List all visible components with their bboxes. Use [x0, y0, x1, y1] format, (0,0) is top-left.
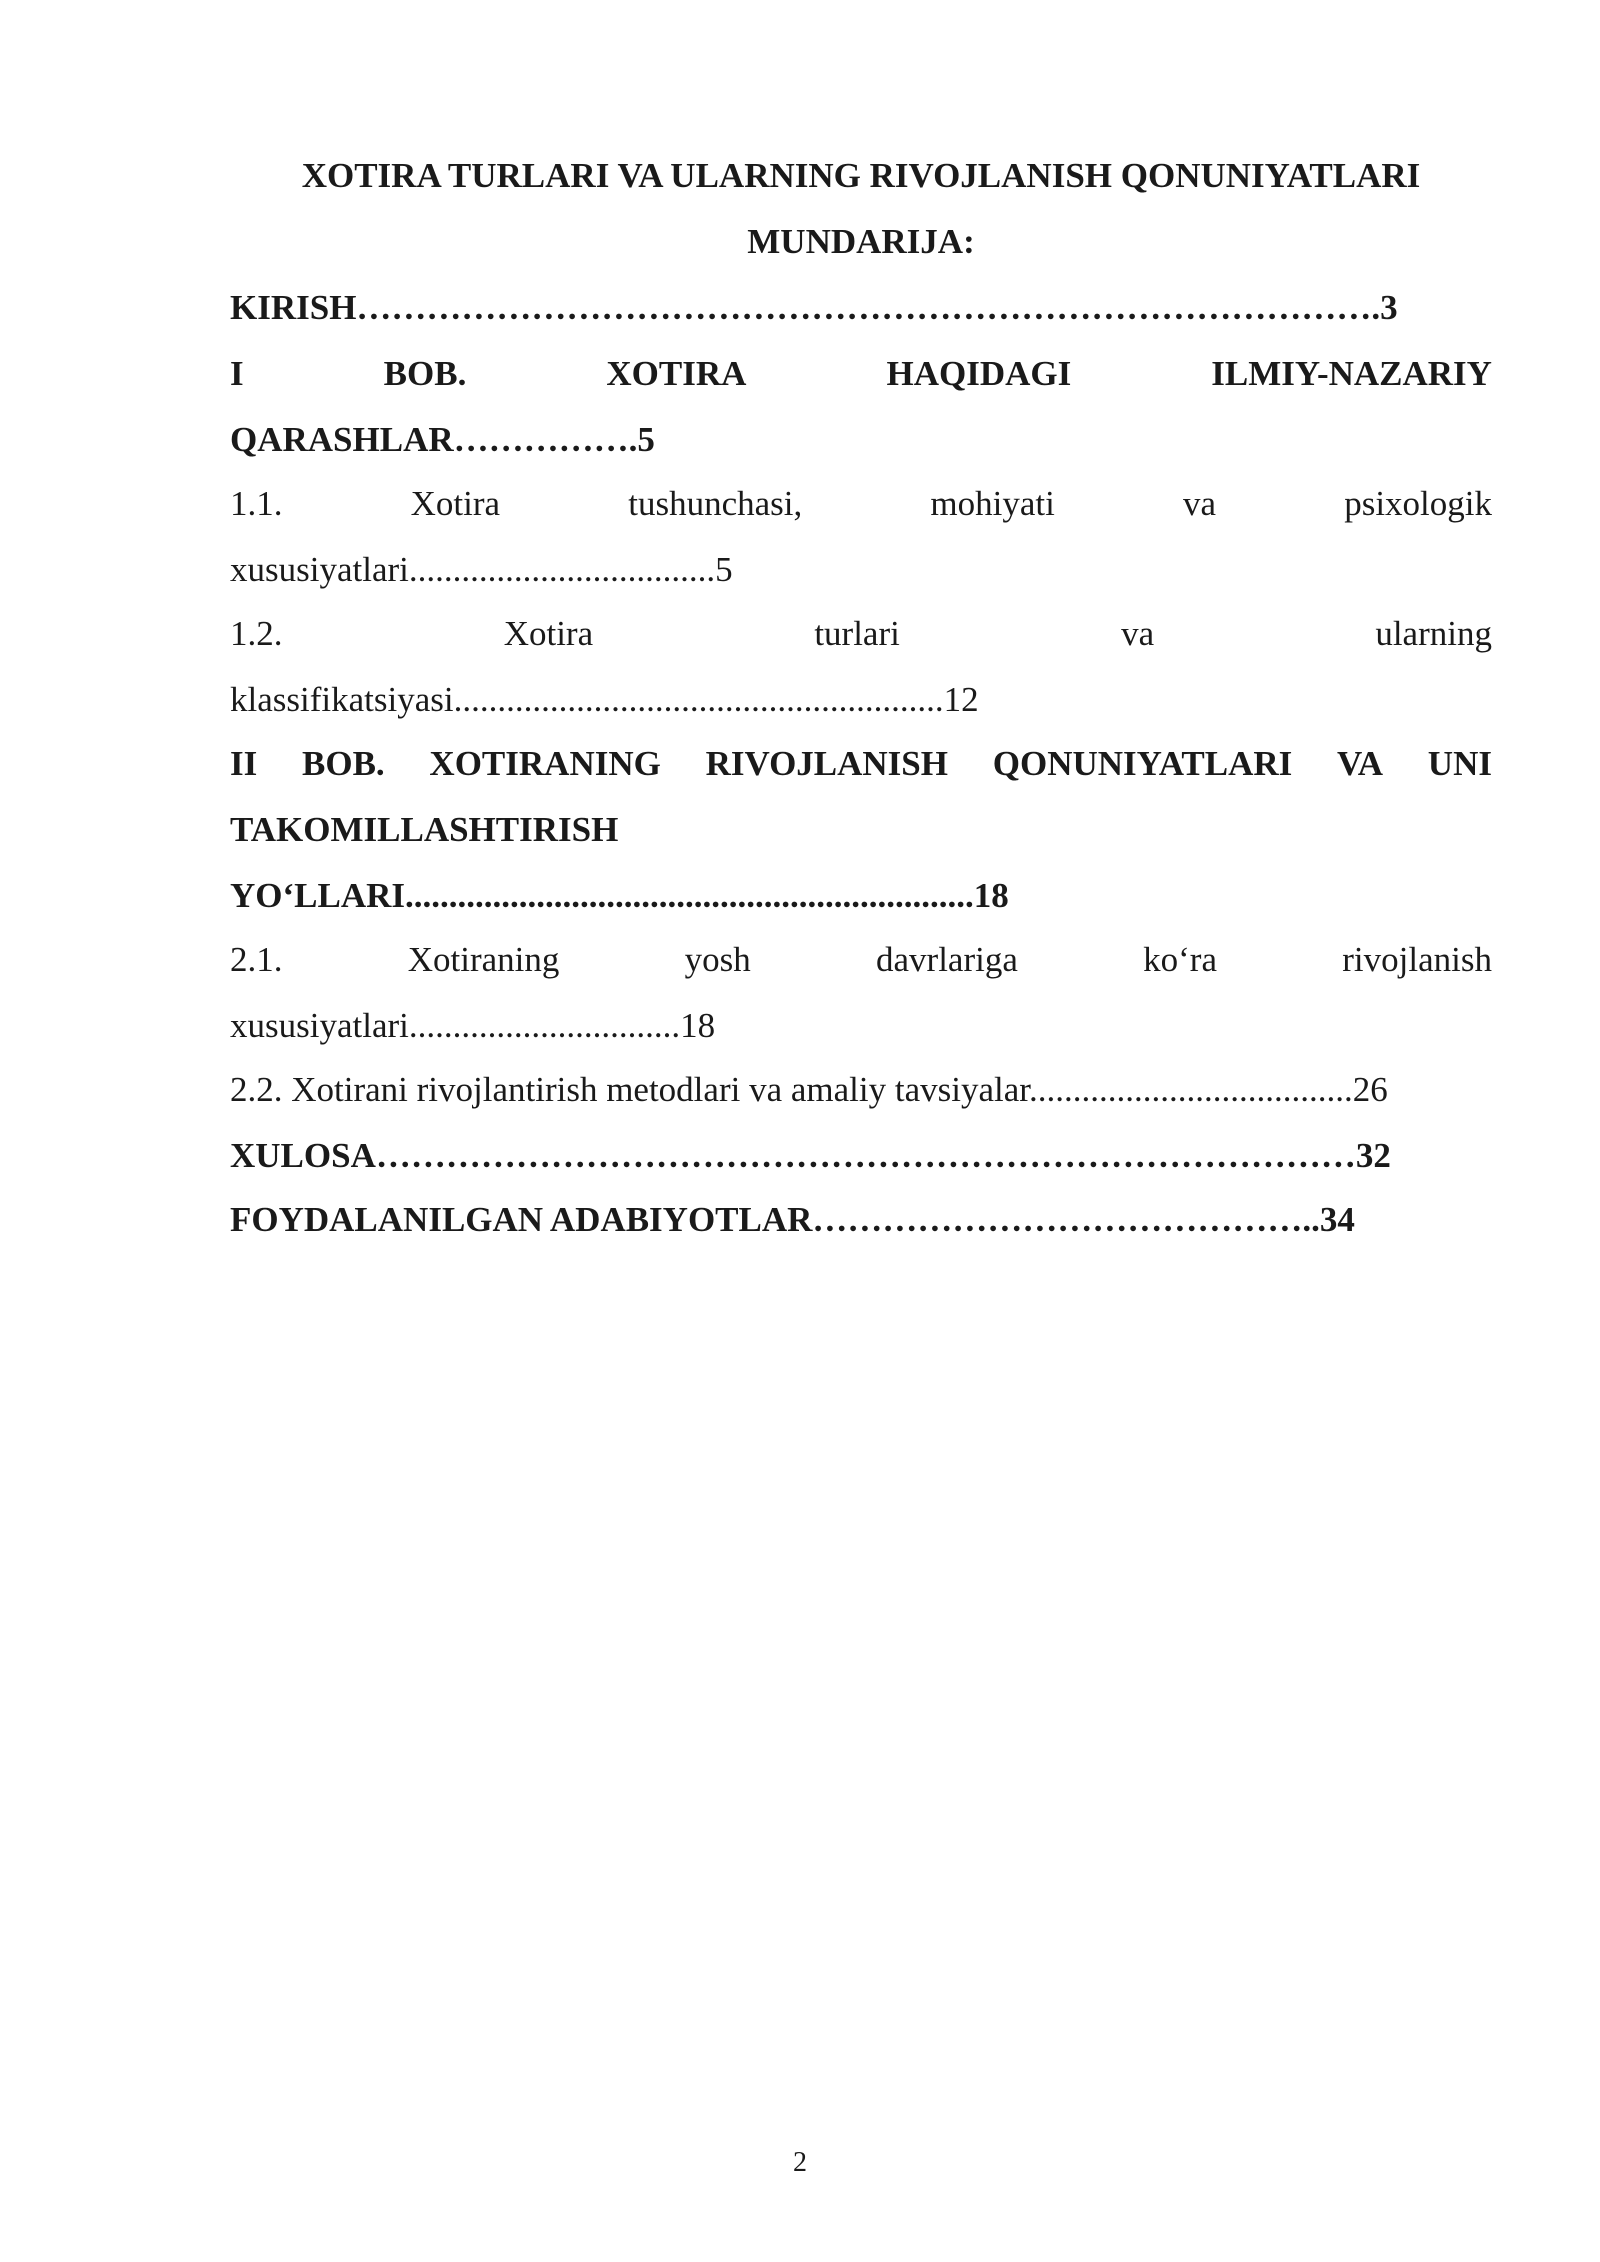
toc-word: ko‘ra [1143, 940, 1217, 979]
toc-word: ILMIY-NAZARIY [1211, 354, 1492, 393]
toc-word: QONUNIYATLARI [992, 744, 1293, 783]
toc-word: ularning [1375, 614, 1492, 653]
toc-entry-1-2[interactable] [230, 614, 1492, 654]
toc-word: BOB. [302, 744, 385, 783]
toc-word: yosh [684, 940, 751, 979]
toc-entry-kirish[interactable]: KIRISH…………………………………………………………………………….3 [230, 288, 1398, 327]
toc-entry-1-1-cont[interactable]: xususiyatlari...................................5 [230, 550, 733, 589]
toc-heading: MUNDARIJA: [747, 222, 975, 261]
toc-entry-bob2-cont2[interactable]: YO‘LLARI.................................................................18 [230, 876, 1009, 915]
toc-word: Xotiraning [407, 940, 560, 979]
toc-word: XOTIRANING [429, 744, 661, 783]
document-title: XOTIRA TURLARI VA ULARNING RIVOJLANISH QONUNIYATLARI [301, 156, 1421, 195]
toc-entry-bob2[interactable] [230, 744, 1492, 784]
toc-word: VA [1337, 744, 1384, 783]
toc-word: Xotira [503, 614, 594, 653]
toc-word: XOTIRA [606, 354, 747, 393]
toc-entry-xulosa[interactable]: XULOSA…………………………………………………………………………32 [230, 1136, 1391, 1175]
page-number: 2 [793, 2147, 807, 2178]
toc-word: 2.1. [230, 940, 283, 979]
toc-word: BOB. [383, 354, 467, 393]
toc-entry-2-1-cont[interactable]: xususiyatlari...............................18 [230, 1006, 716, 1045]
toc-word: Xotira [410, 484, 501, 523]
toc-word: va [1121, 614, 1155, 653]
toc-word: va [1183, 484, 1217, 523]
toc-word: tushunchasi, [628, 484, 803, 523]
toc-word: 1.1. [230, 484, 283, 523]
toc-entry-adabiyotlar[interactable]: FOYDALANILGAN ADABIYOTLAR……………………………………..34 [230, 1200, 1355, 1239]
toc-word: HAQIDAGI [886, 354, 1072, 393]
toc-entry-1-1[interactable] [230, 484, 1492, 524]
toc-word: davrlariga [876, 940, 1018, 979]
toc-word: rivojlanish [1342, 940, 1492, 979]
toc-word: RIVOJLANISH [705, 744, 948, 783]
toc-word: mohiyati [930, 484, 1055, 523]
toc-word: UNI [1427, 744, 1492, 783]
toc-word: turlari [814, 614, 900, 653]
toc-entry-2-1[interactable] [230, 940, 1492, 980]
toc-word: II [230, 744, 258, 783]
toc-entry-2-2[interactable]: 2.2. Xotirani rivojlantirish metodlari va amaliy tavsiyalar.....................................26 [230, 1070, 1388, 1109]
toc-word: I [230, 354, 244, 393]
toc-entry-bob2-cont[interactable]: TAKOMILLASHTIRISH [230, 810, 619, 849]
toc-entry-1-2-cont[interactable]: klassifikatsiyasi........................................................12 [230, 680, 979, 719]
toc-entry-bob1[interactable] [230, 354, 1492, 394]
toc-entry-bob1-cont[interactable]: QARASHLAR…………….5 [230, 420, 655, 459]
toc-word: psixologik [1344, 484, 1492, 523]
toc-word: 1.2. [230, 614, 283, 653]
